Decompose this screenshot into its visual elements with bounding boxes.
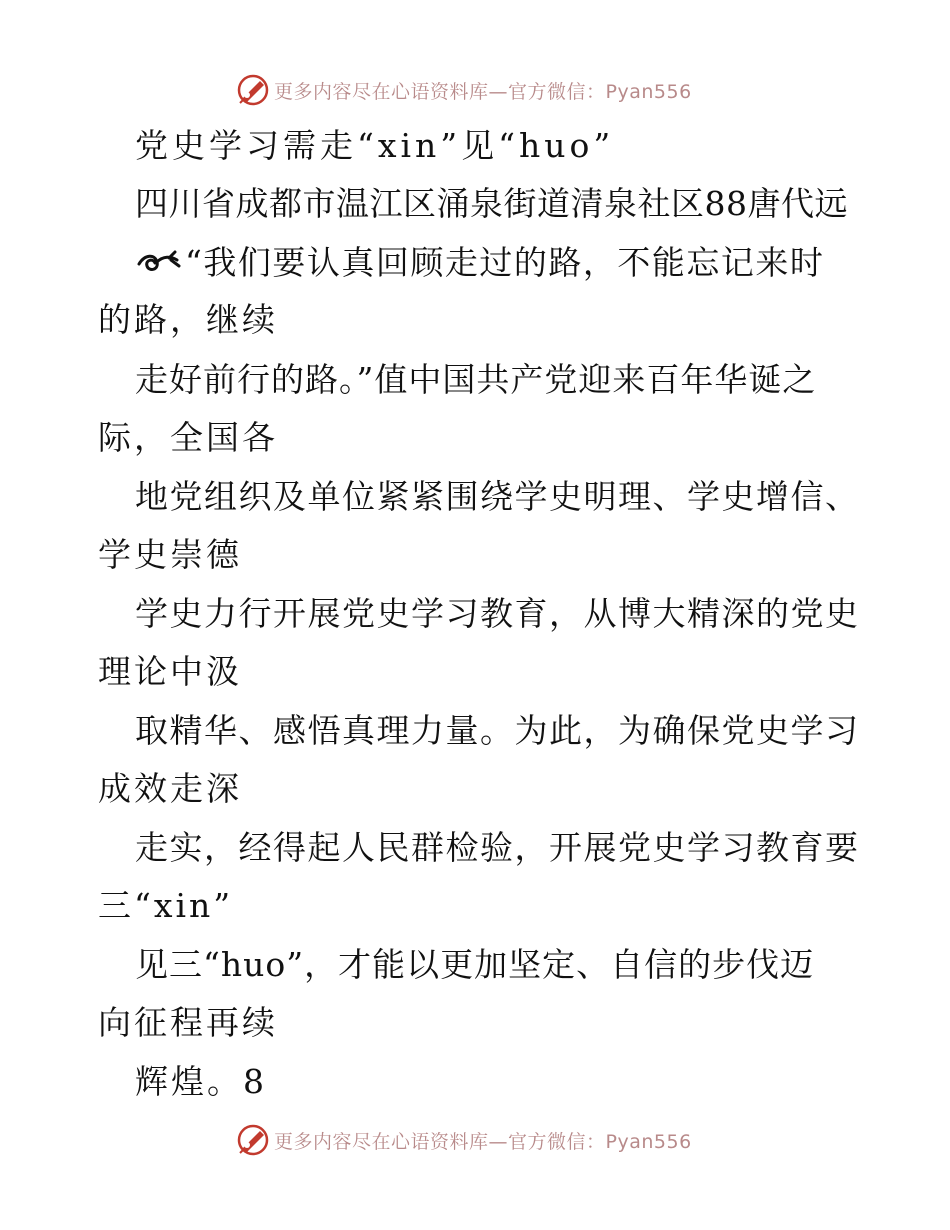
body-line-1-text: “我们要认真回顾走过的路，不能忘记来时 [185,243,825,282]
body-line-6: 学史崇德 [98,535,242,574]
body-line-9: 取精华、感悟真理力量。为此，为确保党史学习 [135,711,860,750]
body-line-1 [135,243,824,283]
pen-circle-logo-icon [236,73,270,107]
pen-circle-logo-icon [236,1123,270,1157]
body-line-12: 三“xin” [98,886,234,925]
footer-banner [236,1122,692,1158]
body-line-10: 成效走深 [98,769,242,808]
document-title: 党史学习需走“xin”见“huo” [135,126,615,165]
body-line-15: 辉煌。8 [135,1062,267,1101]
body-line-13: 见三“huo”，才能以更加坚定、自信的步伐迈 [135,945,815,984]
body-line-11: 走实，经得起人民群检验，开展党史学习教育要 [135,828,860,867]
header-banner-text: 更多内容尽在心语资料库—官方微信：Pyan556 [274,80,692,103]
floral-ornament-icon [135,250,183,276]
body-line-4: 际，全国各 [98,418,278,457]
author-line: 四川省成都市温江区涌泉街道清泉社区88唐代远 [135,184,848,223]
footer-banner-text: 更多内容尽在心语资料库—官方微信：Pyan556 [274,1130,692,1153]
body-line-3: 走好前行的路。”值中国共产党迎来百年华诞之 [135,360,817,399]
body-line-5: 地党组织及单位紧紧围绕学史明理、学史增信、 [135,477,860,516]
header-banner [236,72,692,108]
body-line-7: 学史力行开展党史学习教育，从博大精深的党史 [135,594,860,633]
body-line-8: 理论中汲 [98,652,242,691]
body-line-2: 的路，继续 [98,300,278,339]
body-line-14: 向征程再续 [98,1003,278,1042]
